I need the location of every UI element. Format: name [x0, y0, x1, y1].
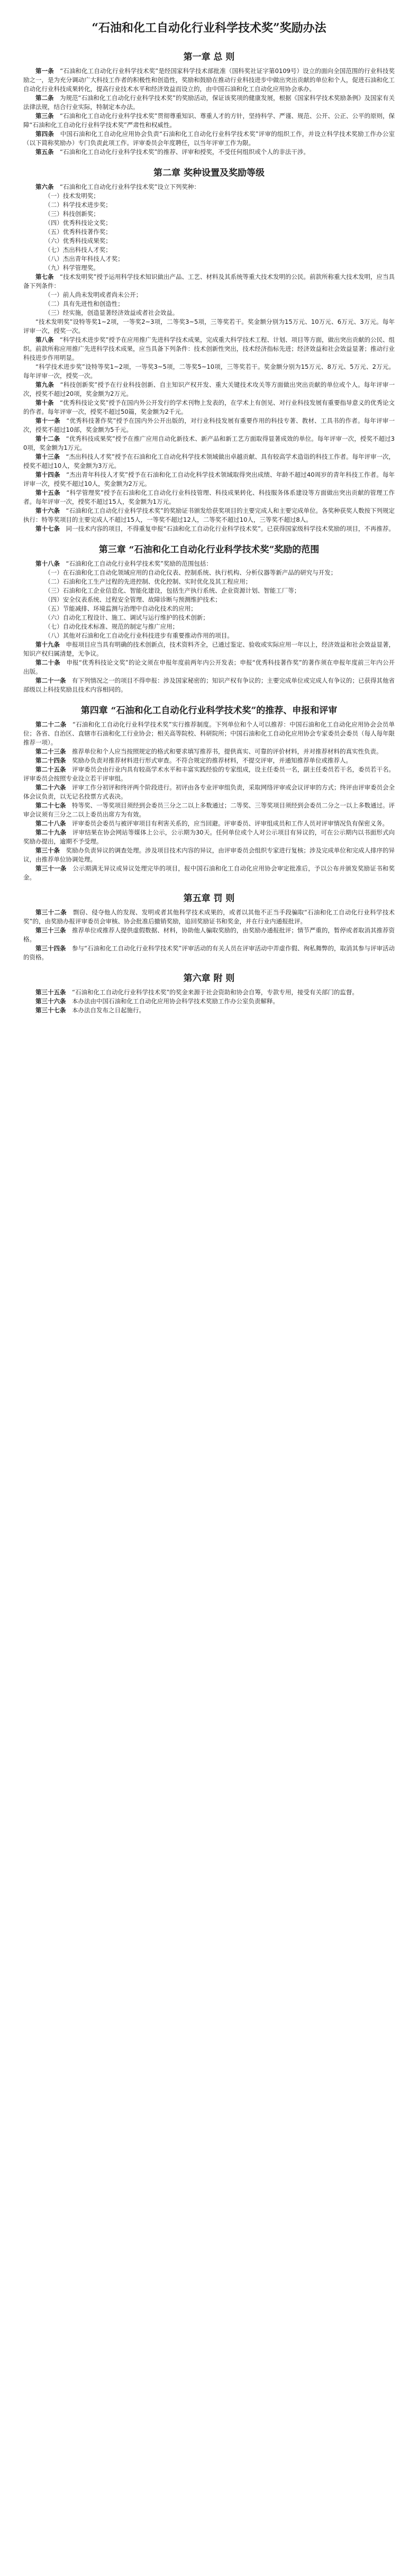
article-number: 第十三条: [35, 453, 60, 460]
article-number: 第十八条: [35, 560, 60, 567]
list-item: [23, 577, 395, 586]
paragraph-text: “石油和化工自动化行业科学技术奖”实行推荐制度。下列单位和个人可以推荐：中国石油和化工自动化应用协会会员单位；各省、自治区、直辖市石油和化工行业协会；相关高等院校、科研院所；中国石油和化工自动化应用协会专家委员会委员（每人每年限推荐一项）。: [23, 721, 395, 746]
paragraph-text: （六）优秀科技成果奖；: [44, 237, 112, 244]
article-paragraph: [23, 67, 395, 94]
list-item: [23, 622, 395, 631]
paragraph-text: （一）技术发明奖；: [44, 192, 99, 199]
chapter-section: [23, 49, 395, 157]
article-number: 第三十五条: [35, 988, 66, 996]
article-number: 第十六条: [35, 507, 60, 514]
paragraph-text: （一）在石油和化工自动化领域应用的自动化仪表、控制系统、执行机构、分析仪器等新产品的研究与开发；: [44, 569, 337, 576]
paragraph-text: “石油和化工自动化行业科学技术奖”是经国家科学技术部批准（国科奖社证字第0109号）设立的面向全国范围的行业科技奖励之一，是为充分调动广大科技工作者的积极性和创造性，奖励和鼓励在推动行业科技进步中做出突出贡献的单位和个人，促进石油和化工自动化行业科技成果转化，提高行业技术水平和经济效益而设立的，由中国石油和化工自动化应用协会承办。: [23, 67, 395, 93]
article-number: 第二十一条: [35, 677, 66, 684]
list-item: [23, 309, 395, 318]
article-number: 第二十五条: [35, 766, 66, 773]
paragraph-text: （二）具有先进性和创造性；: [44, 300, 124, 307]
list-item: [23, 595, 395, 604]
list-item: [23, 631, 395, 640]
paragraph-text: 奖励办负责对推荐材料进行形式审查。不符合规定的推荐材料，不提交评审，并通知推荐单位或推荐人。: [72, 757, 352, 764]
paragraph-text: 本办法由中国石油和化工自动化应用协会科学技术奖励工作办公室负责解释。: [72, 997, 279, 1005]
paragraph-text: 评审工作分初评和终评两个阶段进行。初评由各专业评审组负责，采取网络评审或会议评审的方式；终评由评审委员会全体会议负责，以无记名投票方式表决。: [23, 784, 395, 800]
article-paragraph: [23, 988, 395, 997]
paragraph-text: 奖励办负责异议的调查处理。涉及项目技术内容的异议，由评审委员会组织专家进行复核；涉及完成单位和完成人排序的异议，由推荐单位协调处理。: [23, 847, 395, 863]
chapter-section: [23, 970, 395, 1015]
article-number: 第十条: [35, 399, 54, 406]
chapter-section: [23, 542, 395, 694]
article-number: 第十四条: [35, 471, 60, 478]
list-item: [23, 568, 395, 577]
paragraph-text: “石油和化工自动化行业科学技术奖”奖励的范围包括：: [66, 560, 212, 567]
article-paragraph: [23, 488, 395, 506]
paragraph-text: （八）其他对石油和化工自动化行业科技进步有重要推动作用的项目。: [44, 632, 233, 639]
article-number: 第三条: [35, 112, 54, 120]
paragraph-text: 特等奖、一等奖项目须经到会委员三分之二以上多数通过；二等奖、三等奖项目须经到会委员二分之一以上多数通过。评审会议须有三分之二以上委员出席方为有效。: [23, 802, 395, 818]
list-item: [23, 255, 395, 264]
paragraph-text: （三）石油和化工企业信息化、智能化建设，包括生产执行系统、企业资源计划、智能工厂等；: [44, 587, 301, 594]
article-paragraph: [23, 398, 395, 416]
chapter-section: [23, 703, 395, 882]
article-number: 第三十条: [35, 847, 60, 854]
article-paragraph: [23, 864, 395, 882]
chapter-title: 第四章 “石油和化工自动化行业科学技术奖”的推荐、申报和评审: [80, 705, 338, 716]
paragraph-text: “科技创新奖”授予在行业科技创新、自主知识产权开发、重大关键技术攻关等方面做出突出贡献的单位或个人。每年评审一次，授奖不超过20项，奖金额为2万元。: [23, 381, 395, 397]
article-number: 第二十七条: [35, 802, 66, 809]
paragraph-text: 推荐单位和个人应当按照规定的格式和要求填写推荐书，提供真实、可靠的评价材料，并对推荐材料的真实性负责。: [72, 748, 383, 755]
article-number: 第二十条: [35, 659, 60, 666]
article-number: 第十一条: [35, 417, 60, 424]
article-paragraph: [23, 926, 395, 944]
paragraph-text: “杰出科技人才奖”授予在石油和化工自动化科学技术领域做出卓越贡献、具有较高学术造诣的科技工作者。每年评审一次，授奖不超过10人，奖金额为3万元。: [23, 453, 395, 469]
article-number: 第二十三条: [35, 748, 66, 755]
article-paragraph: [23, 524, 395, 533]
paragraph-text: “石油和化工自动化行业科学技术奖”贯彻尊重知识、尊重人才的方针，坚持科学、严谨、规范、公开、公正、公平的原则，保障“石油和化工自动化行业科学技术奖”严肃性和权威性。: [23, 112, 395, 129]
list-item: [23, 300, 395, 309]
article-paragraph: [23, 1006, 395, 1015]
list-item: [23, 604, 395, 613]
article-number: 第九条: [35, 381, 54, 388]
article-paragraph: [23, 997, 395, 1006]
article-number: 第三十二条: [35, 909, 67, 916]
list-item: [23, 264, 395, 273]
article-number: 第十七条: [35, 525, 60, 532]
paragraph-text: 中国石油和化工自动化应用协会负责“石油和化工自动化行业科学技术奖”评审的组织工作，并设立科学技术奖励工作办公室（以下简称奖励办）专门负责此项工作。评审委员会年度聘任，以当年评审工作为限。: [23, 130, 395, 147]
article-number: 第六条: [35, 183, 54, 191]
paragraph-text: “石油和化工自动化行业科学技术奖”的奖金来源于社会资助和协会自筹，专款专用，接受有关部门的监督。: [72, 988, 358, 996]
chapter-section: [23, 891, 395, 962]
paragraph-text: 评审委员会委员与被评审项目有利害关系的，应当回避。评审委员、评审组成员和工作人员对评审情况负有保密义务。: [72, 820, 388, 827]
paragraph-text: （七）杰出科技人才奖；: [44, 246, 112, 253]
paragraph-text: “技术发明奖”授予运用科学技术知识做出产品、工艺、材料及其系统等重大技术发明的公民。前款所称重大技术发明，应当具备下列条件：: [23, 273, 395, 289]
paragraph-text: “优秀科技成果奖”授予在推广应用自动化新技术、新产品和新工艺方面取得显著成效的单位。每年评审一次，授奖不超过30项，奖金额为1万元。: [23, 435, 395, 451]
paragraph-text: “杰出青年科技人才奖”授予在石油和化工自动化科学技术领域取得突出成绩、年龄不超过40周岁的青年科技工作者。每年评审一次，授奖不超过10人，奖金额为2万元。: [23, 471, 395, 487]
article-number: 第四条: [35, 130, 54, 138]
list-item: [23, 228, 395, 237]
paragraph-text: （八）杰出青年科技人才奖；: [44, 255, 124, 262]
paragraph-text: “石油和化工自动化行业科学技术奖”的推荐、评审和授奖，不受任何组织或个人的非法干涉。: [60, 148, 310, 156]
paragraph-text: “石油和化工自动化行业科学技术奖”设立下列奖种：: [60, 183, 200, 191]
article-paragraph: [23, 658, 395, 676]
paragraph-text: （五）优秀科技著作奖；: [44, 228, 112, 235]
article-paragraph: [23, 318, 395, 335]
list-item: [23, 210, 395, 219]
article-paragraph: [23, 801, 395, 819]
article-paragraph: [23, 747, 395, 756]
article-number: 第二十二条: [35, 721, 67, 728]
article-paragraph: [23, 183, 395, 192]
article-paragraph: [23, 559, 395, 568]
paragraph-text: “优秀科技论文奖”授予在国内外公开发行的学术刊物上发表的，在学术上有创见、对行业科技发展有重要指导意义的优秀论文的作者。每年评审一次，授奖不超过50篇，奖金额为2千元。: [23, 399, 395, 415]
article-paragraph: [23, 94, 395, 112]
chapter-title: 第六章 附 则: [183, 973, 235, 984]
paragraph-text: 参与“石油和化工自动化行业科学技术奖”评审活动的有关人员在评审活动中弄虚作假、徇私舞弊的，取消其参与评审活动的资格。: [23, 945, 395, 961]
list-item: [23, 613, 395, 622]
article-number: 第二十九条: [35, 829, 67, 836]
paragraph-text: “科学技术进步奖”设特等奖1~2项，一等奖3~5项，二等奖5~10项，三等奖若干。奖金额分别为15万元、8万元、5万元、2万元。每年评审一次，授奖一次。: [23, 363, 395, 379]
paragraph-text: 同一技术内容的项目，不得重复申报“石油和化工自动化行业科学技术奖”。已获得国家级科学技术奖励的项目，不再推荐。: [66, 525, 395, 532]
list-item: [23, 291, 395, 300]
paragraph-text: “石油和化工自动化行业科学技术奖”的奖励证书颁发给获奖项目的主要完成人和主要完成单位。各奖种获奖人数按下列规定执行：特等奖项目的主要完成人不超过15人，一等奖不超过12人，二等奖不超过10人，三等奖不超过8人。: [23, 507, 395, 523]
paragraph-text: 申报“优秀科技论文奖”的论文须在申报年度前两年内公开发表；申报“优秀科技著作奖”的著作须在申报年度前三年内公开出版。: [23, 659, 395, 675]
article-paragraph: [23, 846, 395, 864]
paragraph-text: 评审委员会由行业内具有较高学术水平和丰富实践经验的专家组成，设主任委员一名，副主任委员若干名，委员若干名。评审委员会按照专业设立若干评审组。: [23, 766, 395, 782]
article-paragraph: [23, 783, 395, 801]
article-paragraph: [23, 335, 395, 362]
article-paragraph: [23, 362, 395, 380]
article-paragraph: [23, 273, 395, 291]
article-number: 第三十七条: [35, 1006, 66, 1014]
paragraph-text: 本办法自发布之日起施行。: [72, 1006, 145, 1014]
article-paragraph: [23, 130, 395, 148]
paragraph-text: “优秀科技著作奖”授予在国内外公开出版的，对行业科技发展有重要作用的科技专著、教材、工具书的作者。每年评审一次，授奖不超过10部，奖金额为5千元。: [23, 417, 395, 433]
article-paragraph: [23, 828, 395, 846]
chapters-container: [23, 49, 395, 1015]
article-paragraph: [23, 908, 395, 926]
paragraph-text: 有下列情况之一的项目不得申报：涉及国家秘密的；知识产权有争议的；主要完成单位或完成人有争议的；已获得其他省部级以上科技奖励且技术内容相同的。: [23, 677, 395, 693]
paragraph-text: “技术发明奖”设特等奖1~2项，一等奖2~3项，二等奖3~5项，三等奖若干。奖金额分别为15万元、10万元、6万元、3万元。每年评审一次，授奖一次。: [23, 318, 395, 334]
article-number: 第七条: [35, 273, 54, 280]
chapter-section: [23, 165, 395, 533]
article-number: 第二条: [35, 94, 54, 102]
article-paragraph: [23, 470, 395, 488]
document-title: “石油和化工自动化行业科学技术奖”奖励办法: [92, 21, 326, 35]
article-number: 第二十四条: [35, 757, 66, 764]
article-paragraph: [23, 640, 395, 658]
article-number: 第八条: [35, 336, 54, 343]
paragraph-text: （一）前人尚未发明或者尚未公开；: [44, 291, 142, 298]
article-number: 第三十一条: [35, 865, 67, 872]
list-item: [23, 586, 395, 595]
paragraph-text: （四）优秀科技论文奖；: [44, 219, 112, 226]
paragraph-text: 剽窃、侵夺他人的发现、发明或者其他科学技术成果的，或者以其他不正当手段骗取“石油和化工自动化行业科学技术奖”的，由奖励办报评审委员会审核、协会批准后撤销奖励，追回奖励证书和奖金，并在行业内通报批评。: [23, 909, 395, 925]
article-paragraph: [23, 720, 395, 747]
paragraph-text: （七）自动化技术标准、规范的制定与推广应用；: [44, 623, 179, 630]
article-number: 第一条: [35, 67, 54, 75]
article-number: 第二十八条: [35, 820, 66, 827]
article-number: 第十五条: [35, 489, 60, 496]
paragraph-text: 评审结果在协会网站等媒体上公示，公示期为30天。任何单位或个人对公示项目有异议的，可在公示期内以书面形式向奖励办提出，逾期不予受理。: [23, 829, 395, 845]
chapter-title: 第一章 总 则: [183, 52, 235, 62]
article-number: 第二十六条: [35, 784, 66, 791]
article-paragraph: [23, 112, 395, 130]
article-paragraph: [23, 819, 395, 828]
paragraph-text: 公示期满无异议或异议处理完毕的项目，报中国石油和化工自动化应用协会审定批准后，予以公布并颁发奖励证书和奖金。: [23, 865, 395, 881]
paragraph-text: （三）经实施，创造显著经济效益或者社会效益。: [44, 309, 179, 316]
article-paragraph: [23, 148, 395, 157]
article-paragraph: [23, 765, 395, 783]
article-number: 第十二条: [35, 435, 60, 442]
paragraph-text: （九）科学管理奖。: [44, 264, 99, 271]
chapter-title: 第五章 罚 则: [183, 893, 235, 904]
paragraph-text: 推荐单位或推荐人提供虚假数据、材料，协助他人骗取奖励的，由奖励办通报批评；情节严重的，暂停或者取消其推荐资格。: [23, 927, 395, 943]
article-number: 第三十三条: [35, 927, 66, 934]
article-paragraph: [23, 380, 395, 398]
list-item: [23, 201, 395, 210]
list-item: [23, 192, 395, 201]
list-item: [23, 219, 395, 228]
paragraph-text: （五）节能减排、环境监测与治理中自动化技术的应用；: [44, 605, 197, 612]
article-paragraph: [23, 452, 395, 470]
paragraph-text: （二）石油和化工生产过程的先进控制、优化控制、实时优化及其工程应用；: [44, 578, 252, 585]
chapter-title: 第三章 “石油和化工自动化行业科学技术奖”奖励的范围: [98, 545, 320, 555]
article-number: 第五条: [35, 148, 54, 156]
article-paragraph: [23, 944, 395, 962]
paragraph-text: （四）安全仪表系统、过程安全管理、故障诊断与预测维护技术；: [44, 596, 221, 603]
chapter-title: 第二章 奖种设置及奖励等级: [153, 168, 265, 178]
list-item: [23, 246, 395, 255]
paragraph-text: （三）科技创新奖；: [44, 210, 99, 217]
paragraph-text: （六）自动化工程设计、施工、调试与运行维护的技术创新；: [44, 614, 209, 621]
paragraph-text: 为规范“石油和化工自动化行业科学技术奖”的奖励活动，保证该奖项的健康发展，根据《国家科学技术奖励条例》及国家有关法律法规，结合行业实际，特制定本办法。: [23, 94, 395, 111]
article-number: 第三十六条: [35, 997, 66, 1005]
article-number: 第十九条: [35, 641, 60, 648]
paragraph-text: （二）科学技术进步奖；: [44, 201, 112, 208]
article-paragraph: [23, 756, 395, 765]
article-paragraph: [23, 506, 395, 524]
paragraph-text: 申报项目应当具有明确的技术创新点，技术资料齐全，已通过鉴定、验收或实际应用一年以上，经济效益和社会效益显著，知识产权归属清楚，无争议。: [23, 641, 395, 657]
paragraph-text: “科学技术进步奖”授予在应用推广先进科学技术成果，完成重大科学技术工程、计划、项目等方面，做出突出贡献的公民、组织。前款所称应用推广先进科学技术成果，应当具备下列条件：技术创新性突出，技术经济指标先进；经济效益和社会效益显著；推动行业科技进步作用明显。: [23, 336, 395, 361]
article-paragraph: [23, 416, 395, 434]
article-paragraph: [23, 676, 395, 694]
paragraph-text: “科学管理奖”授予在石油和化工自动化行业科技管理、科技成果转化、科技服务体系建设等方面做出突出贡献的管理工作者。每年评审一次，授奖不超过15人，奖金额为1万元。: [23, 489, 395, 505]
list-item: [23, 237, 395, 246]
article-number: 第三十四条: [35, 945, 66, 952]
article-paragraph: [23, 434, 395, 452]
